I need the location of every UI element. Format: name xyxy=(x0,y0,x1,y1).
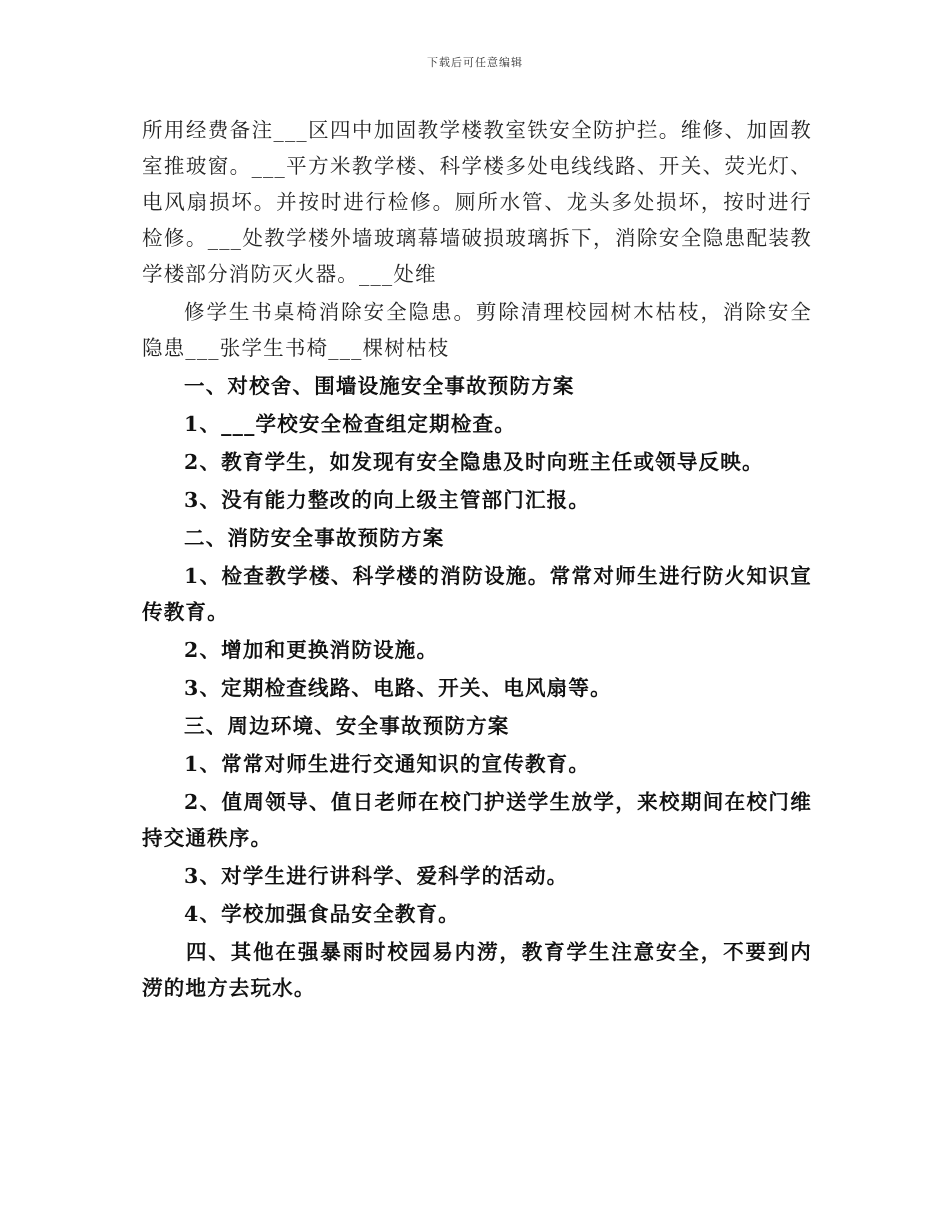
section-2-item-2: 2、增加和更换消防设施。 xyxy=(184,638,439,662)
section-1-item-3: 3、没有能力整改的向上级主管部门汇报。 xyxy=(184,488,591,512)
section-1-item-1: 1、___学校安全检查组定期检查。 xyxy=(184,412,516,436)
section-3-item-1: 1、常常对师生进行交通知识的宣传教育。 xyxy=(184,752,591,776)
section-2-item-3: 3、定期检查线路、电路、开关、电风扇等。 xyxy=(184,676,612,700)
section-3-item-2: 2、值周领导、值日老师在校门护送学生放学，来校期间在校门维持交通秩序。 xyxy=(142,790,812,850)
section-3-item-4: 4、学校加强食品安全教育。 xyxy=(184,902,460,926)
section-1-title: 一、对校舍、围墙设施安全事故预防方案 xyxy=(184,374,575,398)
section-2-item-1: 1、检查教学楼、科学楼的消防设施。常常对师生进行防火知识宣传教育。 xyxy=(142,564,812,624)
section-4-paragraph: 四、其他在强暴雨时校园易内涝，教育学生注意安全，不要到内涝的地方去玩水。 xyxy=(142,940,812,1000)
section-1-item-2: 2、教育学生，如发现有安全隐患及时向班主任或领导反映。 xyxy=(184,450,764,474)
section-2-title: 二、消防安全事故预防方案 xyxy=(184,526,445,550)
paragraph-expenses: 所用经费备注___区四中加固教学楼教室铁安全防护拦。维修、加固教室推玻窗。___平方米教学楼、科学楼多处电线线路、开关、荧光灯、电风扇损坏。并按时进行检修。厕所水管、龙头多处损坏，按时进行检修。___处教学楼外墙玻璃幕墙破损玻璃拆下，消除安全隐患配装教学楼部分消防灭火器。___处维 xyxy=(142,118,812,286)
section-3-title: 三、周边环境、安全事故预防方案 xyxy=(184,714,510,738)
page-header: 下载后可任意编辑 xyxy=(427,56,523,69)
section-3-item-3: 3、对学生进行讲科学、爱科学的活动。 xyxy=(184,864,569,888)
paragraph-repairs: 修学生书桌椅消除安全隐患。剪除清理校园树木枯枝，消除安全隐患___张学生书椅___棵树枯枝 xyxy=(142,300,812,360)
document-body xyxy=(142,112,812,1008)
